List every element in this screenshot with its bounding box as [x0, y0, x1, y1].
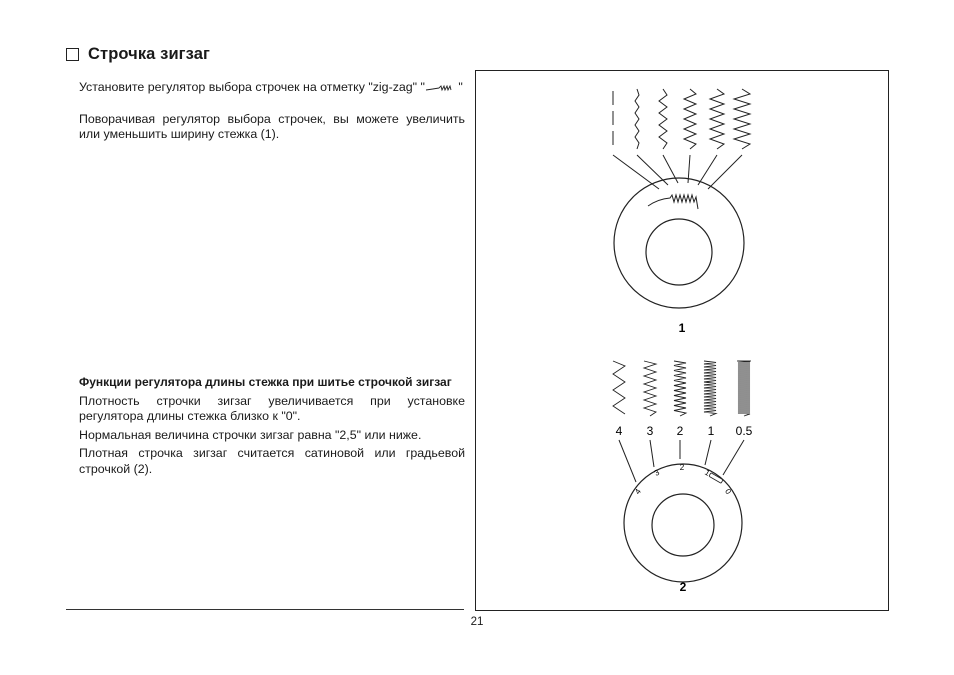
figure1-stitch-widths — [613, 89, 750, 149]
figure1-label: 1 — [678, 321, 686, 335]
stitch-label-05: 0.5 — [735, 424, 753, 438]
stitch-width-1 — [635, 89, 639, 149]
figure2-label: 2 — [679, 580, 687, 594]
stitch-width-4 — [710, 89, 724, 149]
figure2-stitch-densities — [613, 361, 751, 416]
intro-text — [79, 80, 465, 143]
stitch-width-2 — [659, 89, 667, 149]
figure2-pointer-lines — [619, 440, 744, 482]
intro-p1-end: " — [454, 80, 463, 94]
checkbox-square-icon — [66, 48, 79, 61]
density-stitch-1 — [704, 361, 716, 416]
figure2-stitch-labels — [616, 424, 753, 438]
page-number: 21 — [470, 616, 484, 628]
length-function-p1: Плотность строчки зигзаг увеличивается при установке регулятора длины стежка близко к "0". — [79, 393, 465, 423]
density-stitch-2 — [674, 361, 686, 416]
density-stitch-3 — [644, 361, 656, 416]
section-title — [66, 45, 210, 64]
stitch-label-1: 1 — [707, 424, 715, 438]
dial-number-4: 4 — [632, 487, 643, 496]
length-function-heading: Функции регулятора длины стежка при шитье строчкой зигзаг — [79, 375, 452, 389]
stitch-width-5 — [734, 89, 750, 149]
intro-p1-text: Установите регулятор выбора строчек на отметку "zig-zag" " — [79, 80, 425, 94]
zigzag-stitch-icon — [425, 84, 455, 92]
stitch-length-dial — [624, 463, 742, 582]
page-title: Строчка зигзаг — [88, 45, 210, 63]
dial-number-3: 3 — [652, 467, 661, 478]
dial-number-2: 2 — [679, 463, 685, 472]
intro-paragraph-1 — [79, 80, 465, 96]
figure-frame — [475, 70, 889, 611]
length-function-p2: Нормальная величина строчки зигзаг равна "2,5" или ниже. — [79, 427, 422, 442]
dial-zigzag-mark-icon — [648, 195, 698, 209]
density-stitch-4 — [613, 361, 625, 414]
figure-illustrations — [476, 71, 888, 610]
stitch-label-2: 2 — [676, 424, 684, 438]
intro-paragraph-2: Поворачивая регулятор выбора строчек, вы можете увеличить или уменьшить ширину стежка (1). — [79, 111, 465, 141]
stitch-label-3: 3 — [646, 424, 654, 438]
dial-number-0: 0 — [723, 487, 734, 496]
stitch-width-3 — [684, 89, 696, 149]
dial-number-1: 1 — [703, 467, 712, 478]
stitch-width-dial — [614, 178, 744, 308]
density-stitch-05 — [738, 361, 750, 416]
length-function-p3: Плотная строчка зигзаг считается сатиновой или градьевой строчкой (2). — [79, 446, 465, 476]
length-function-text — [79, 375, 465, 477]
stitch-label-4: 4 — [615, 424, 623, 438]
bottom-divider — [66, 609, 464, 610]
figure1-pointer-lines — [613, 155, 742, 189]
